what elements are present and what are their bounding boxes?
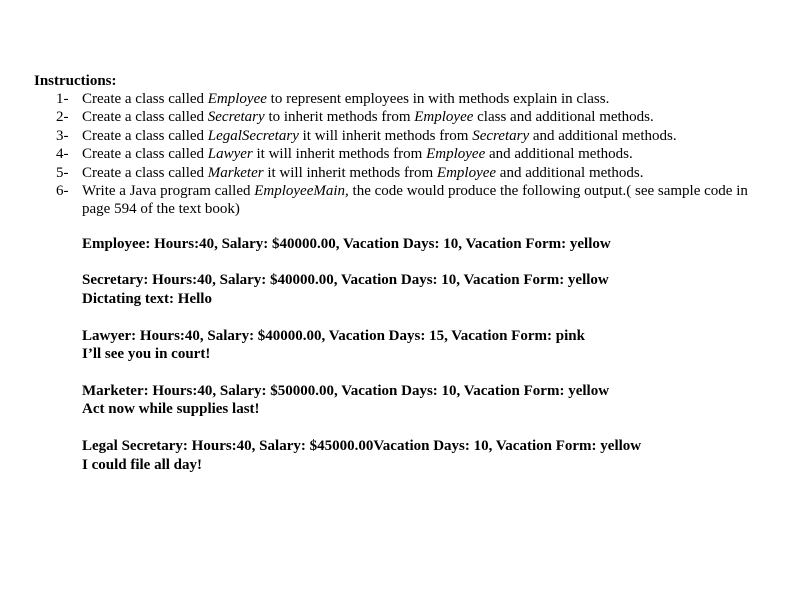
- class-name-text: Lawyer: [207, 146, 253, 163]
- sample-output: [82, 235, 774, 474]
- instruction-item: [34, 145, 774, 163]
- instruction-text-part: Write a Java program called: [82, 183, 255, 200]
- class-name-text: Employee: [426, 146, 486, 163]
- class-name-text: Employee: [207, 91, 267, 107]
- instructions-heading: Instructions:: [34, 73, 117, 89]
- instruction-item: [34, 164, 774, 182]
- instruction-number: 1-: [56, 91, 69, 107]
- instruction-number: 6-: [56, 183, 69, 200]
- instruction-text-part: it will inherit methods from: [252, 146, 427, 163]
- instruction-text-part: Create a class called: [82, 146, 208, 163]
- instructions-list: [34, 90, 774, 219]
- class-name-text: Employee: [414, 109, 474, 126]
- instruction-item: [34, 182, 774, 219]
- output-line: I’ll see you in court!: [82, 346, 211, 363]
- instruction-item: [34, 90, 774, 108]
- instruction-text: [82, 128, 677, 144]
- output-block: [82, 327, 774, 364]
- instruction-text-part: class and additional methods.: [473, 109, 654, 126]
- instruction-text-part: to represent employees in with methods explain in class.: [266, 91, 610, 107]
- output-block: [82, 382, 774, 419]
- instruction-text: [82, 183, 748, 217]
- instruction-number: 4-: [56, 146, 69, 163]
- class-name-text: LegalSecretary: [207, 127, 299, 144]
- output-line: Secretary: Hours:40, Salary: $40000.00, Vacation Days: 10, Vacation Form: yellow: [82, 272, 609, 289]
- instruction-item: [34, 127, 774, 145]
- instruction-number: 5-: [56, 164, 69, 181]
- output-block: [82, 437, 774, 474]
- output-line: I could file all day!: [82, 456, 203, 473]
- instruction-text: [82, 165, 644, 181]
- class-name-text: EmployeeMain,: [254, 183, 349, 200]
- instruction-text-part: Create a class called: [82, 109, 208, 126]
- instruction-text: [82, 146, 633, 162]
- instruction-text-part: Create a class called: [82, 127, 208, 144]
- instruction-text-part: it will inherit methods from: [298, 127, 473, 144]
- document-page: [34, 72, 774, 492]
- instruction-text-part: Create a class called: [82, 91, 208, 107]
- instruction-text: [82, 91, 609, 107]
- instruction-item: [34, 108, 774, 126]
- output-line: Lawyer: Hours:40, Salary: $40000.00, Vacation Days: 15, Vacation Form: pink: [82, 327, 585, 344]
- output-block: [82, 271, 774, 308]
- output-line: Legal Secretary: Hours:40, Salary: $45000.00Vacation Days: 10, Vacation Form: yellow: [82, 438, 642, 454]
- instruction-text-part: and additional methods.: [529, 127, 677, 144]
- output-line: Marketer: Hours:40, Salary: $50000.00, Vacation Days: 10, Vacation Form: yellow: [82, 382, 610, 399]
- output-block: [82, 235, 774, 254]
- instruction-text-part: it will inherit methods from: [263, 164, 437, 181]
- output-line: Dictating text: Hello: [82, 291, 212, 308]
- instruction-text-part: and additional methods.: [485, 146, 633, 163]
- instruction-text-part: and additional methods.: [496, 164, 644, 181]
- instruction-text-part: Create a class called: [82, 164, 208, 181]
- instruction-text-part: the code would produce the following output.( see sample code in page 594 of the text book): [82, 183, 748, 218]
- class-name-text: Employee: [436, 164, 497, 181]
- output-line: Employee: Hours:40, Salary: $40000.00, Vacation Days: 10, Vacation Form: yellow: [82, 235, 611, 252]
- class-name-text: Secretary: [472, 127, 530, 144]
- instruction-number: 3-: [56, 127, 69, 144]
- instruction-text-part: to inherit methods from: [264, 109, 415, 126]
- class-name-text: Marketer: [207, 164, 264, 181]
- instruction-text: [82, 109, 654, 125]
- class-name-text: Secretary: [207, 109, 265, 126]
- output-line: Act now while supplies last!: [82, 401, 260, 418]
- instruction-number: 2-: [56, 109, 69, 126]
